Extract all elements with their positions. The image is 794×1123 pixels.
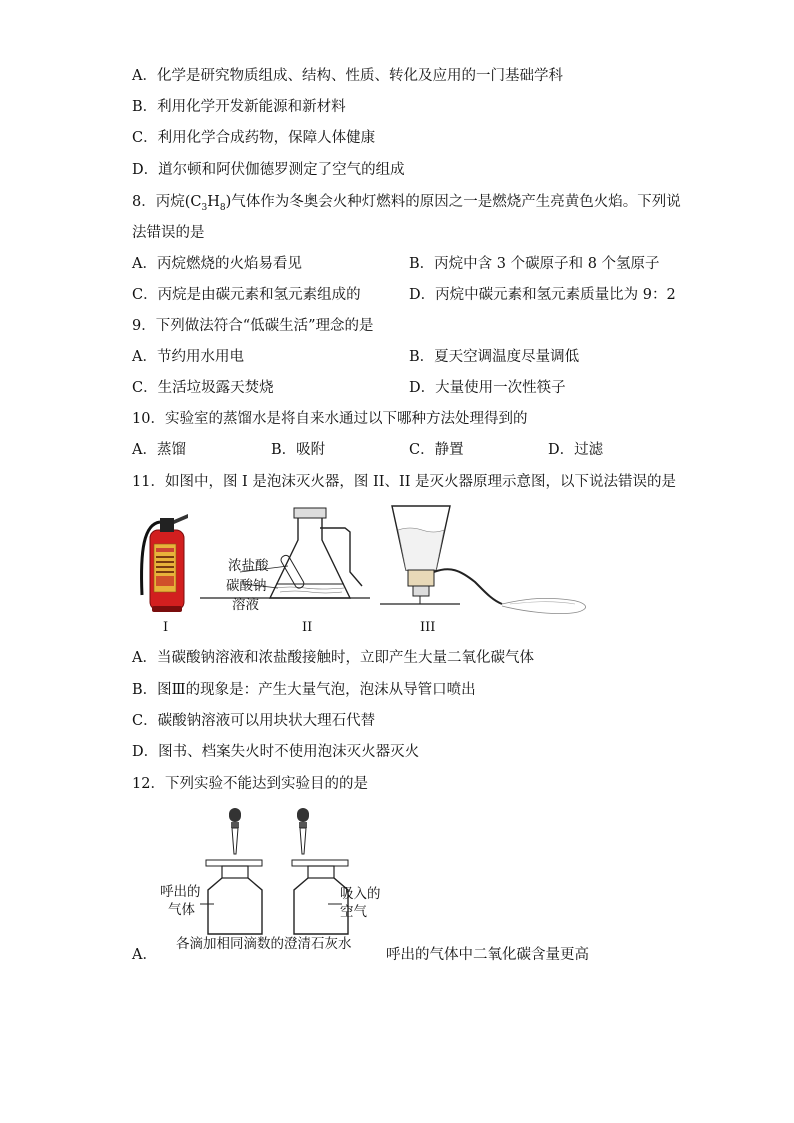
- dropper-icon: [297, 808, 309, 854]
- q12-stem: 12．下列实验不能达到实验目的的是: [132, 776, 368, 792]
- q11-option-b: B．图Ⅲ的现象是：产生大量气泡，泡沫从导管口喷出: [132, 682, 476, 698]
- q11-fig-num-2: II: [302, 620, 313, 635]
- q9-option-b: B．夏天空调温度尽量调低: [409, 349, 580, 365]
- q12-fig-left-label-1: 呼出的: [160, 884, 201, 900]
- q10-option-c: C．静置: [409, 442, 464, 458]
- q11-option-c: C．碳酸钠溶液可以用块状大理石代替: [132, 713, 376, 729]
- q11-fig-label-acid: 浓盐酸: [228, 558, 269, 574]
- q11-fig-num-3: III: [420, 620, 436, 635]
- q10-option-a: A．蒸馏: [132, 442, 186, 458]
- inverted-flask-icon: [380, 506, 586, 614]
- q11-fig-label-soda: 碳酸钠: [226, 578, 267, 594]
- q10-stem: 10．实验室的蒸馏水是将自来水通过以下哪种方法处理得到的: [132, 411, 528, 427]
- q10-option-b: B．吸附: [271, 442, 326, 458]
- q8-stem-line2: 法错误的是: [132, 225, 205, 241]
- q12-fig-right-label-2: 空气: [340, 904, 367, 920]
- q10-option-d: D．过滤: [548, 442, 604, 458]
- q11-figure: [130, 500, 600, 618]
- q8-option-b: B．丙烷中含 3 个碳原子和 8 个氢原子: [409, 256, 660, 272]
- q7-option-c: C．利用化学合成药物，保障人体健康: [132, 130, 376, 146]
- q9-option-a: A．节约用水用电: [132, 349, 244, 365]
- q8-stem: [132, 192, 681, 218]
- q8-option-c: C．丙烷是由碳元素和氢元素组成的: [132, 287, 361, 303]
- q9-option-d: D．大量使用一次性筷子: [409, 380, 566, 396]
- q8-option-d: D．丙烷中碳元素和氢元素质量比为 9：2: [409, 287, 676, 303]
- q12-fig-left-label-2: 气体: [168, 902, 195, 918]
- q8-sub-8: 8: [219, 202, 226, 213]
- q12-figure: [200, 804, 350, 938]
- gas-bottle-icon: [206, 860, 262, 934]
- q12-option-a-text: 呼出的气体中二氧化碳含量更高: [386, 947, 589, 963]
- q8-sub-3: 3: [201, 202, 208, 213]
- dropper-icon: [229, 808, 241, 854]
- q9-stem: 9．下列做法符合“低碳生活”理念的是: [132, 318, 374, 334]
- q7-option-a: A．化学是研究物质组成、结构、性质、转化及应用的一门基础学科: [132, 68, 563, 84]
- q7-option-b: B．利用化学开发新能源和新材料: [132, 99, 346, 115]
- q11-option-d: D．图书、档案失火时不使用泡沫灭火器灭火: [132, 744, 420, 760]
- q8-option-a: A．丙烷燃烧的火焰易看见: [132, 256, 302, 272]
- q8-stem-post: )气体作为冬奥会火种灯燃料的原因之一是燃烧产生亮黄色火焰。下列说: [225, 194, 681, 210]
- q11-stem: 11．如图中，图 I 是泡沫灭火器，图 II、II 是灭火器原理示意图，以下说法错误的是: [132, 474, 677, 490]
- q12-option-a-label: A．: [132, 947, 157, 963]
- fire-extinguisher-icon: [142, 514, 188, 612]
- q12-fig-right-label-1: 吸入的: [340, 886, 381, 902]
- q12-fig-caption: 各滴加相同滴数的澄清石灰水: [176, 936, 352, 952]
- q8-stem-mid: H: [207, 194, 220, 210]
- q7-option-d: D．道尔顿和阿伏伽德罗测定了空气的组成: [132, 162, 405, 178]
- q11-fig-label-solution: 溶液: [232, 597, 259, 613]
- q8-stem-pre: 8．丙烷(C: [132, 194, 202, 210]
- q11-fig-num-1: I: [163, 620, 169, 635]
- q11-option-a: A．当碳酸钠溶液和浓盐酸接触时，立即产生大量二氧化碳气体: [132, 650, 534, 666]
- q9-option-c: C．生活垃圾露天焚烧: [132, 380, 274, 396]
